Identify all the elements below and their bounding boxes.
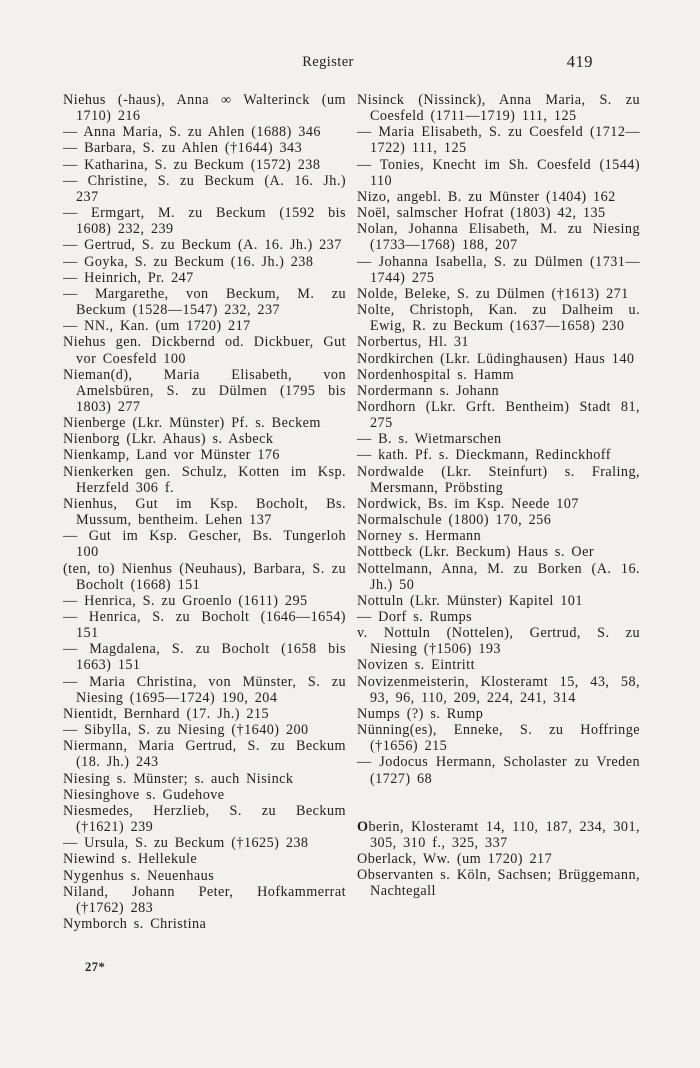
index-entry: — Anna Maria, S. zu Ahlen (1688) 346 (63, 124, 321, 141)
index-entry: Nieman(d), Maria Elisabeth, von Amelsbüren, S. zu Dülmen (1795 bis 1803) 277 (63, 366, 346, 415)
index-entry: — NN., Kan. (um 1720) 217 (63, 318, 251, 335)
index-entry: — Gertrud, S. zu Beckum (A. 16. Jh.) 237 (63, 237, 342, 254)
index-entry: Nordermann s. Johann (357, 382, 500, 399)
index-entry: — Sibylla, S. zu Niesing (†1640) 200 (63, 722, 309, 739)
signature-mark: 27* (85, 960, 106, 974)
index-entry: — Ermgart, M. zu Beckum (1592 bis 1608) 232, 239 (63, 205, 346, 238)
index-entry: Noël, salmscher Hofrat (1803) 42, 135 (357, 205, 606, 222)
index-entry: Niehus gen. Dickbernd od. Dickbuer, Gut vor Coesfeld 100 (63, 334, 346, 367)
index-entry: — Tonies, Knecht im Sh. Coesfeld (1544) 110 (357, 156, 640, 189)
index-entry: Nienborg (Lkr. Ahaus) s. Asbeck (63, 431, 274, 448)
index-entry: Niland, Johann Peter, Hofkammerrat (†1762) 283 (63, 883, 346, 916)
index-entry: v. Nottuln (Nottelen), Gertrud, S. zu Niesing (†1506) 193 (357, 625, 640, 658)
index-entry: Nisinck (Nissinck), Anna Maria, S. zu Coesfeld (1711—1719) 111, 125 (357, 92, 640, 125)
index-entry: Oberlack, Ww. (um 1720) 217 (357, 851, 553, 868)
index-entry: — Henrica, S. zu Bocholt (1646—1654) 151 (63, 609, 346, 642)
index-entry: Nordkirchen (Lkr. Lüdinghausen) Haus 140 (357, 350, 635, 367)
index-entry: Observanten s. Köln, Sachsen; Brüggemann, Nachtegall (357, 867, 640, 900)
page-title: Register (302, 54, 354, 70)
index-entry: — Gut im Ksp. Gescher, Bs. Tungerloh 100 (63, 528, 346, 561)
index-entry: — Maria Elisabeth, S. zu Coesfeld (1712—1722) 111, 125 (357, 124, 640, 157)
index-entry: Niermann, Maria Gertrud, S. zu Beckum (18. Jh.) 243 (63, 738, 346, 771)
index-entry: Normalschule (1800) 170, 256 (357, 512, 552, 529)
index-entry: — Johanna Isabella, S. zu Dülmen (1731—1744) 275 (357, 253, 640, 286)
index-entry: Nymborch s. Christina (63, 915, 207, 932)
index-entry: Niesinghove s. Gudehove (63, 786, 225, 803)
right-column (357, 92, 640, 900)
index-entry: (ten, to) Nienhus (Neuhaus), Barbara, S. zu Bocholt (1668) 151 (63, 560, 346, 593)
index-entry: — Heinrich, Pr. 247 (63, 269, 194, 286)
index-entry: — Goyka, S. zu Beckum (16. Jh.) 238 (63, 253, 314, 270)
index-entry: Nordhorn (Lkr. Grft. Bentheim) Stadt 81, 275 (357, 398, 640, 432)
index-entry: Nordwick, Bs. im Ksp. Neede 107 (357, 495, 579, 512)
left-column (63, 92, 346, 932)
index-entry: Nolde, Beleke, S. zu Dülmen (†1613) 271 (357, 285, 629, 302)
index-entry: Nünning(es), Enneke, S. zu Hoffringe (†1656) 215 (357, 722, 640, 755)
index-entry: — Margarethe, von Beckum, M. zu Beckum (1528—1547) 232, 237 (63, 285, 346, 319)
index-entry: — Katharina, S. zu Beckum (1572) 238 (63, 156, 321, 173)
index-entry: Norbertus, Hl. 31 (357, 334, 469, 351)
index-entry: Niehus (-haus), Anna ∞ Walterinck (um 1710) 216 (63, 92, 346, 125)
page-header (63, 54, 593, 76)
index-entry: Nienberge (Lkr. Münster) Pf. s. Beckem (63, 415, 321, 432)
page-number: 419 (566, 52, 593, 71)
index-entry: — Barbara, S. zu Ahlen (†1644) 343 (63, 140, 303, 157)
index-entry: Nolan, Johanna Elisabeth, M. zu Niesing (1733—1768) 188, 207 (357, 221, 640, 254)
index-entry: Nienkamp, Land vor Münster 176 (63, 447, 280, 464)
index-entry: — Jodocus Hermann, Scholaster zu Vreden (1727) 68 (357, 754, 640, 787)
index-entry: Nordwalde (Lkr. Steinfurt) s. Fraling, Mersmann, Pröbsting (357, 463, 640, 496)
index-entry: — Henrica, S. zu Groenlo (1611) 295 (63, 592, 308, 609)
index-entry: — kath. Pf. s. Dieckmann, Redinckhoff (357, 447, 611, 464)
index-entry: — Magdalena, S. zu Bocholt (1658 bis 1663) 151 (63, 641, 346, 674)
index-entry: Niewind s. Hellekule (63, 851, 198, 868)
index-entry: Norney s. Hermann (357, 528, 482, 545)
index-entry: Nolte, Christoph, Kan. zu Dalheim u. Ewig, R. zu Beckum (1637—1658) 230 (357, 302, 640, 335)
index-entry: — Christine, S. zu Beckum (A. 16. Jh.) 237 (63, 172, 346, 205)
index-entry: Nygenhus s. Neuenhaus (63, 867, 215, 884)
index-entry: Nottuln (Lkr. Münster) Kapitel 101 (357, 592, 583, 609)
index-entry: Niesmedes, Herzlieb, S. zu Beckum (†1621) 239 (63, 802, 346, 836)
index-entry: Nientidt, Bernhard (17. Jh.) 215 (63, 705, 270, 722)
index-entry: — Dorf s. Rumps (357, 609, 473, 625)
index-entry: — B. s. Wietmarschen (357, 431, 502, 448)
index-entry: Nordenhospital s. Hamm (357, 366, 515, 383)
index-entry: Novizen s. Eintritt (357, 657, 475, 674)
index-entry: Niesing s. Münster; s. auch Nisinck (63, 770, 294, 787)
index-entry: Numps (?) s. Rump (357, 705, 484, 722)
index-entry: Nottbeck (Lkr. Beckum) Haus s. Oer (357, 544, 595, 561)
index-entry: — Maria Christina, von Münster, S. zu Niesing (1695—1724) 190, 204 (63, 673, 346, 706)
index-entry: — Ursula, S. zu Beckum (†1625) 238 (63, 835, 309, 852)
index-entry: Novizenmeisterin, Klosteramt 15, 43, 58, 93, 96, 110, 209, 224, 241, 314 (357, 673, 640, 706)
index-entry: Nienhus, Gut im Ksp. Bocholt, Bs. Mussum, bentheim. Lehen 137 (63, 495, 346, 529)
index-entry: Nizo, angebl. B. zu Münster (1404) 162 (357, 188, 616, 205)
index-entry: Nottelmann, Anna, M. zu Borken (A. 16. Jh.) 50 (357, 560, 640, 593)
index-entry: Oberin, Klosteramt 14, 110, 187, 234, 301, 305, 310 f., 325, 337 (357, 818, 640, 851)
index-entry: Nienkerken gen. Schulz, Kotten im Ksp. Herzfeld 306 f. (63, 463, 346, 496)
